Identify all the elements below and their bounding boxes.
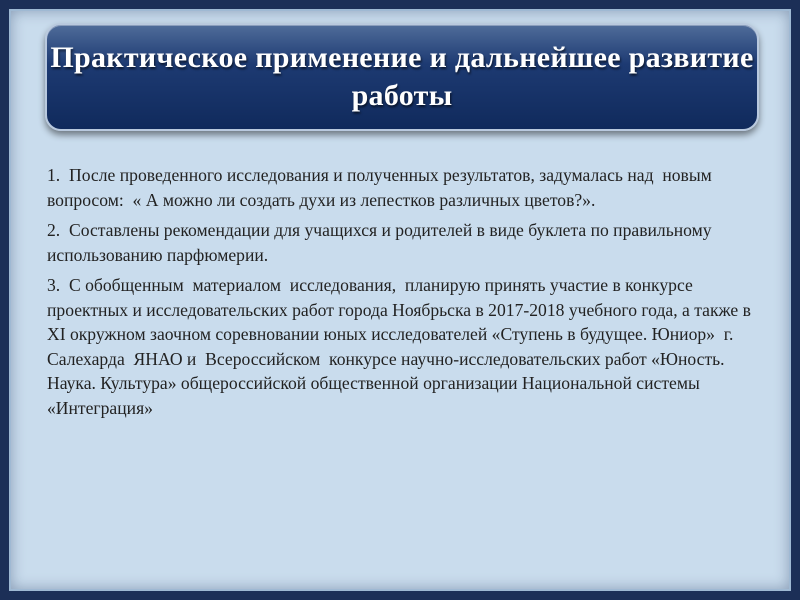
paragraph-1: 1. После проведенного исследования и полученных результатов, задумалась над новым вопросом: « А можно ли создать духи из лепестков различных цветов?». xyxy=(47,165,717,210)
paragraph-2: 2. Составлены рекомендации для учащихся и родителей в виде буклета по правильному использованию парфюмерии. xyxy=(47,220,716,265)
paragraph-3: 3. С обобщенным материалом исследования, планирую принять участие в конкурсе проектных и исследовательских работ города Ноябрьска в 2017-2018 учебного года, а также в XI окружном заочном соревновании юных исследователей «Ступень в будущее. Юниор» г. Салехарда ЯНАО и Всероссийском конкурсе научно-исследовательских работ «Юность. Наука. Культура» общероссийской общественной организации Национальной системы «Интеграция» xyxy=(47,275,765,418)
slide-content-frame xyxy=(9,9,791,591)
slide-body xyxy=(47,163,765,426)
title-banner xyxy=(45,23,759,131)
slide-title: Практическое применение и дальнейшее развитие работы xyxy=(50,41,754,112)
